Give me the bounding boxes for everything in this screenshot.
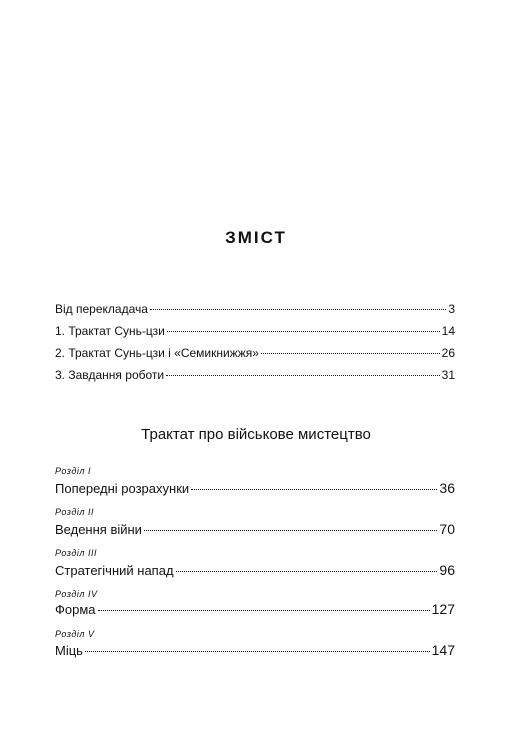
chapter-section-label: Розділ V — [55, 629, 95, 639]
toc-entry-page: 3 — [448, 302, 455, 316]
toc-entry-page: 26 — [441, 346, 455, 360]
dot-leader — [191, 488, 437, 490]
toc-entry-label: Форма — [55, 602, 96, 617]
toc-entry-page: 14 — [441, 324, 455, 338]
dot-leader — [144, 529, 437, 531]
toc-entry-page: 96 — [439, 562, 455, 578]
section-heading: Трактат про військове мистецтво — [141, 426, 371, 443]
chapter-section-label: Розділ I — [55, 466, 91, 476]
chapter-section-label: Розділ III — [55, 548, 97, 558]
dot-leader — [98, 609, 430, 611]
dot-leader — [167, 330, 440, 332]
toc-entry-page: 147 — [431, 642, 455, 658]
chapter-section-label: Розділ II — [55, 507, 94, 517]
toc-entry-label: Міць — [55, 643, 83, 658]
toc-chapter-entry[interactable] — [55, 480, 455, 496]
toc-entry-page: 31 — [441, 368, 455, 382]
toc-entry[interactable] — [55, 346, 455, 360]
dot-leader — [176, 570, 438, 572]
toc-entry-label: Від перекладача — [55, 302, 148, 316]
toc-entry-label: Стратегічний напад — [55, 563, 174, 578]
toc-entry-page: 127 — [431, 601, 455, 617]
toc-entry-label: Попередні розрахунки — [55, 481, 190, 496]
dot-leader — [261, 352, 440, 354]
toc-chapter-entry[interactable] — [55, 521, 455, 537]
toc-chapter-entry[interactable] — [55, 642, 455, 658]
chapter-section-label: Розділ IV — [55, 589, 98, 599]
dot-leader — [150, 308, 446, 310]
toc-entry[interactable] — [55, 302, 455, 316]
toc-entry-label: Ведення війни — [55, 522, 142, 537]
toc-entry[interactable] — [55, 324, 455, 338]
dot-leader — [85, 650, 430, 652]
toc-entry[interactable] — [55, 368, 455, 382]
toc-entry-page: 36 — [439, 480, 455, 496]
toc-title: ЗМІСТ — [225, 228, 287, 247]
dot-leader — [166, 374, 440, 376]
toc-entry-label: 3. Завдання роботи — [55, 368, 165, 382]
toc-entry-label: 1. Трактат Сунь-цзи — [55, 324, 165, 338]
toc-entry-page: 70 — [439, 521, 455, 537]
toc-chapter-entry[interactable] — [55, 601, 455, 617]
toc-chapter-entry[interactable] — [55, 562, 455, 578]
toc-entry-label: 2. Трактат Сунь-цзи і «Семикнижжя» — [55, 346, 259, 360]
